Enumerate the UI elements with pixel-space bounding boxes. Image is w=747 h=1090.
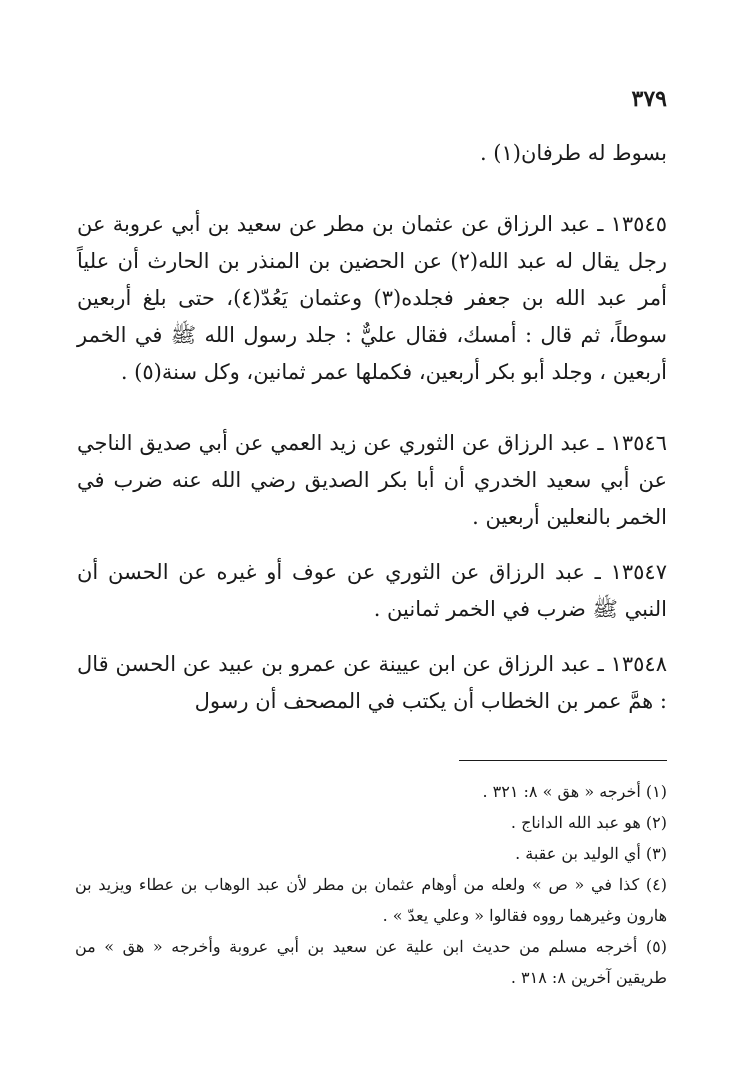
footnote-5: (٥) أخرجه مسلم من حديث ابن علية عن سعيد بن أبي عروبة وأخرجه « هق » من طريقين آخرين ٨: ٣١٨ . [75, 937, 667, 987]
footnotes [75, 776, 667, 993]
hadith-13548: ١٣٥٤٨ ـ عبد الرزاق عن ابن عيينة عن عمرو بن عبيد عن الحسن قال : همَّ عمر بن الخطاب أن يكتب في المصحف أن رسول [77, 652, 667, 713]
footnote-3: (٣) أي الوليد بن عقبة . [515, 844, 667, 863]
main-text [77, 135, 667, 720]
footnote-2: (٢) هو عبد الله الداناج . [510, 813, 667, 832]
hadith-13545: ١٣٥٤٥ ـ عبد الرزاق عن عثمان بن مطر عن سعيد بن أبي عروبة عن رجل يقال له عبد الله(٢) عن الحضين بن المنذر بن الحارث أن علياً أمر عبد الله بن جعفر فجلده(٣) وعثمان يَعُدّ(٤)، حتى بلغ أربعين سوطاً، ثم قال : أمسك، فقال عليٌّ : جلد رسول الله ﷺ في الخمر أربعين ، وجلد أبو بكر أربعين، فكملها عمر ثمانين، وكل سنة(٥) . [77, 212, 667, 384]
paragraph-gap [77, 628, 667, 646]
paragraph-gap [77, 391, 667, 425]
footnote-divider [459, 760, 667, 761]
paragraph-continuation: بسوط له طرفان(١) . [479, 141, 667, 165]
paragraph-gap [77, 536, 667, 554]
paragraph-gap [77, 172, 667, 206]
footnote-1: (١) أخرجه « هق » ٨: ٣٢١ . [482, 782, 667, 801]
hadith-13547: ١٣٥٤٧ ـ عبد الرزاق عن الثوري عن عوف أو غيره عن الحسن أن النبي ﷺ ضرب في الخمر ثمانين . [77, 560, 667, 621]
footnote-4: (٤) كذا في « ص » ولعله من أوهام عثمان بن مطر لأن عبد الوهاب بن عطاء ويزيد بن هارون وغيرهما رووه فقالوا « وعلي يعدّ » . [75, 875, 668, 925]
page-number: ٣٧٩ [631, 86, 667, 112]
hadith-13546: ١٣٥٤٦ ـ عبد الرزاق عن الثوري عن زيد العمي عن أبي صديق الناجي عن أبي سعيد الخدري أن أبا بكر الصديق رضي الله عنه ضرب في الخمر بالنعلين أربعين . [77, 431, 667, 529]
